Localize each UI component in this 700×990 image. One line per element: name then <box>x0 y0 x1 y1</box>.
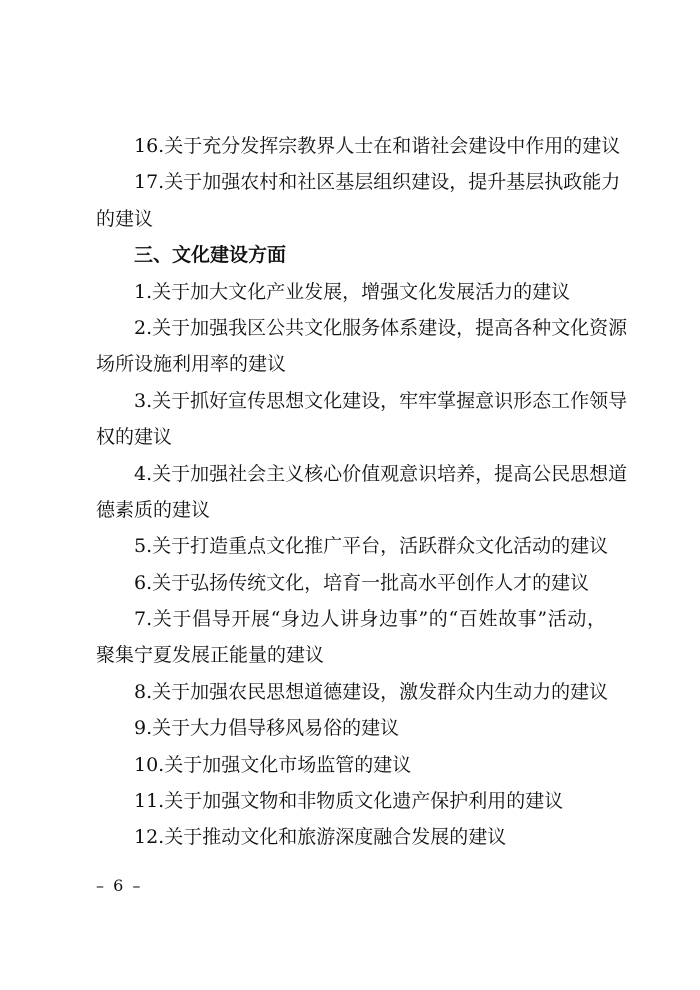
text-line: 场所设施利用率的建议 <box>96 353 287 376</box>
text-line: 2.关于加强我区公共文化服务体系建设，提高各种文化资源 <box>134 316 628 339</box>
text-line: 4.关于加强社会主义核心价值观意识培养，提高公民思想道 <box>134 462 628 485</box>
text-line: 16.关于充分发挥宗教界人士在和谐社会建设中作用的建议 <box>134 135 621 157</box>
text-line: 9.关于大力倡导移风易俗的建议 <box>134 717 400 740</box>
section-heading: 三、文化建设方面 <box>134 244 287 267</box>
text-line: 12.关于推动文化和旅游深度融合发展的建议 <box>134 826 507 849</box>
text-line: 10.关于加强文化市场监管的建议 <box>134 753 412 776</box>
text-line: 3.关于抓好宣传思想文化建设，牢牢掌握意识形态工作领导 <box>134 389 628 412</box>
page-number: – 6 – <box>96 876 143 895</box>
text-line: 6.关于弘扬传统文化，培育一批高水平创作人才的建议 <box>134 571 590 594</box>
text-line: 5.关于打造重点文化推广平台，活跃群众文化活动的建议 <box>134 535 609 558</box>
text-line: 11.关于加强文物和非物质文化遗产保护利用的建议 <box>134 790 564 813</box>
text-line: 聚集宁夏发展正能量的建议 <box>96 644 325 667</box>
text-line: 的建议 <box>96 207 154 230</box>
text-line: 权的建议 <box>96 426 173 449</box>
document-body <box>96 128 628 856</box>
text-line: 17.关于加强农村和社区基层组织建设，提升基层执政能力 <box>134 171 621 194</box>
text-line: 1.关于加大文化产业发展，增强文化发展活力的建议 <box>134 280 571 303</box>
text-line: 8.关于加强农民思想道德建设，激发群众内生动力的建议 <box>134 680 609 703</box>
text-line: 德素质的建议 <box>96 498 211 521</box>
text-line: 7.关于倡导开展“身边人讲身边事”的“百姓故事”活动， <box>134 608 606 631</box>
